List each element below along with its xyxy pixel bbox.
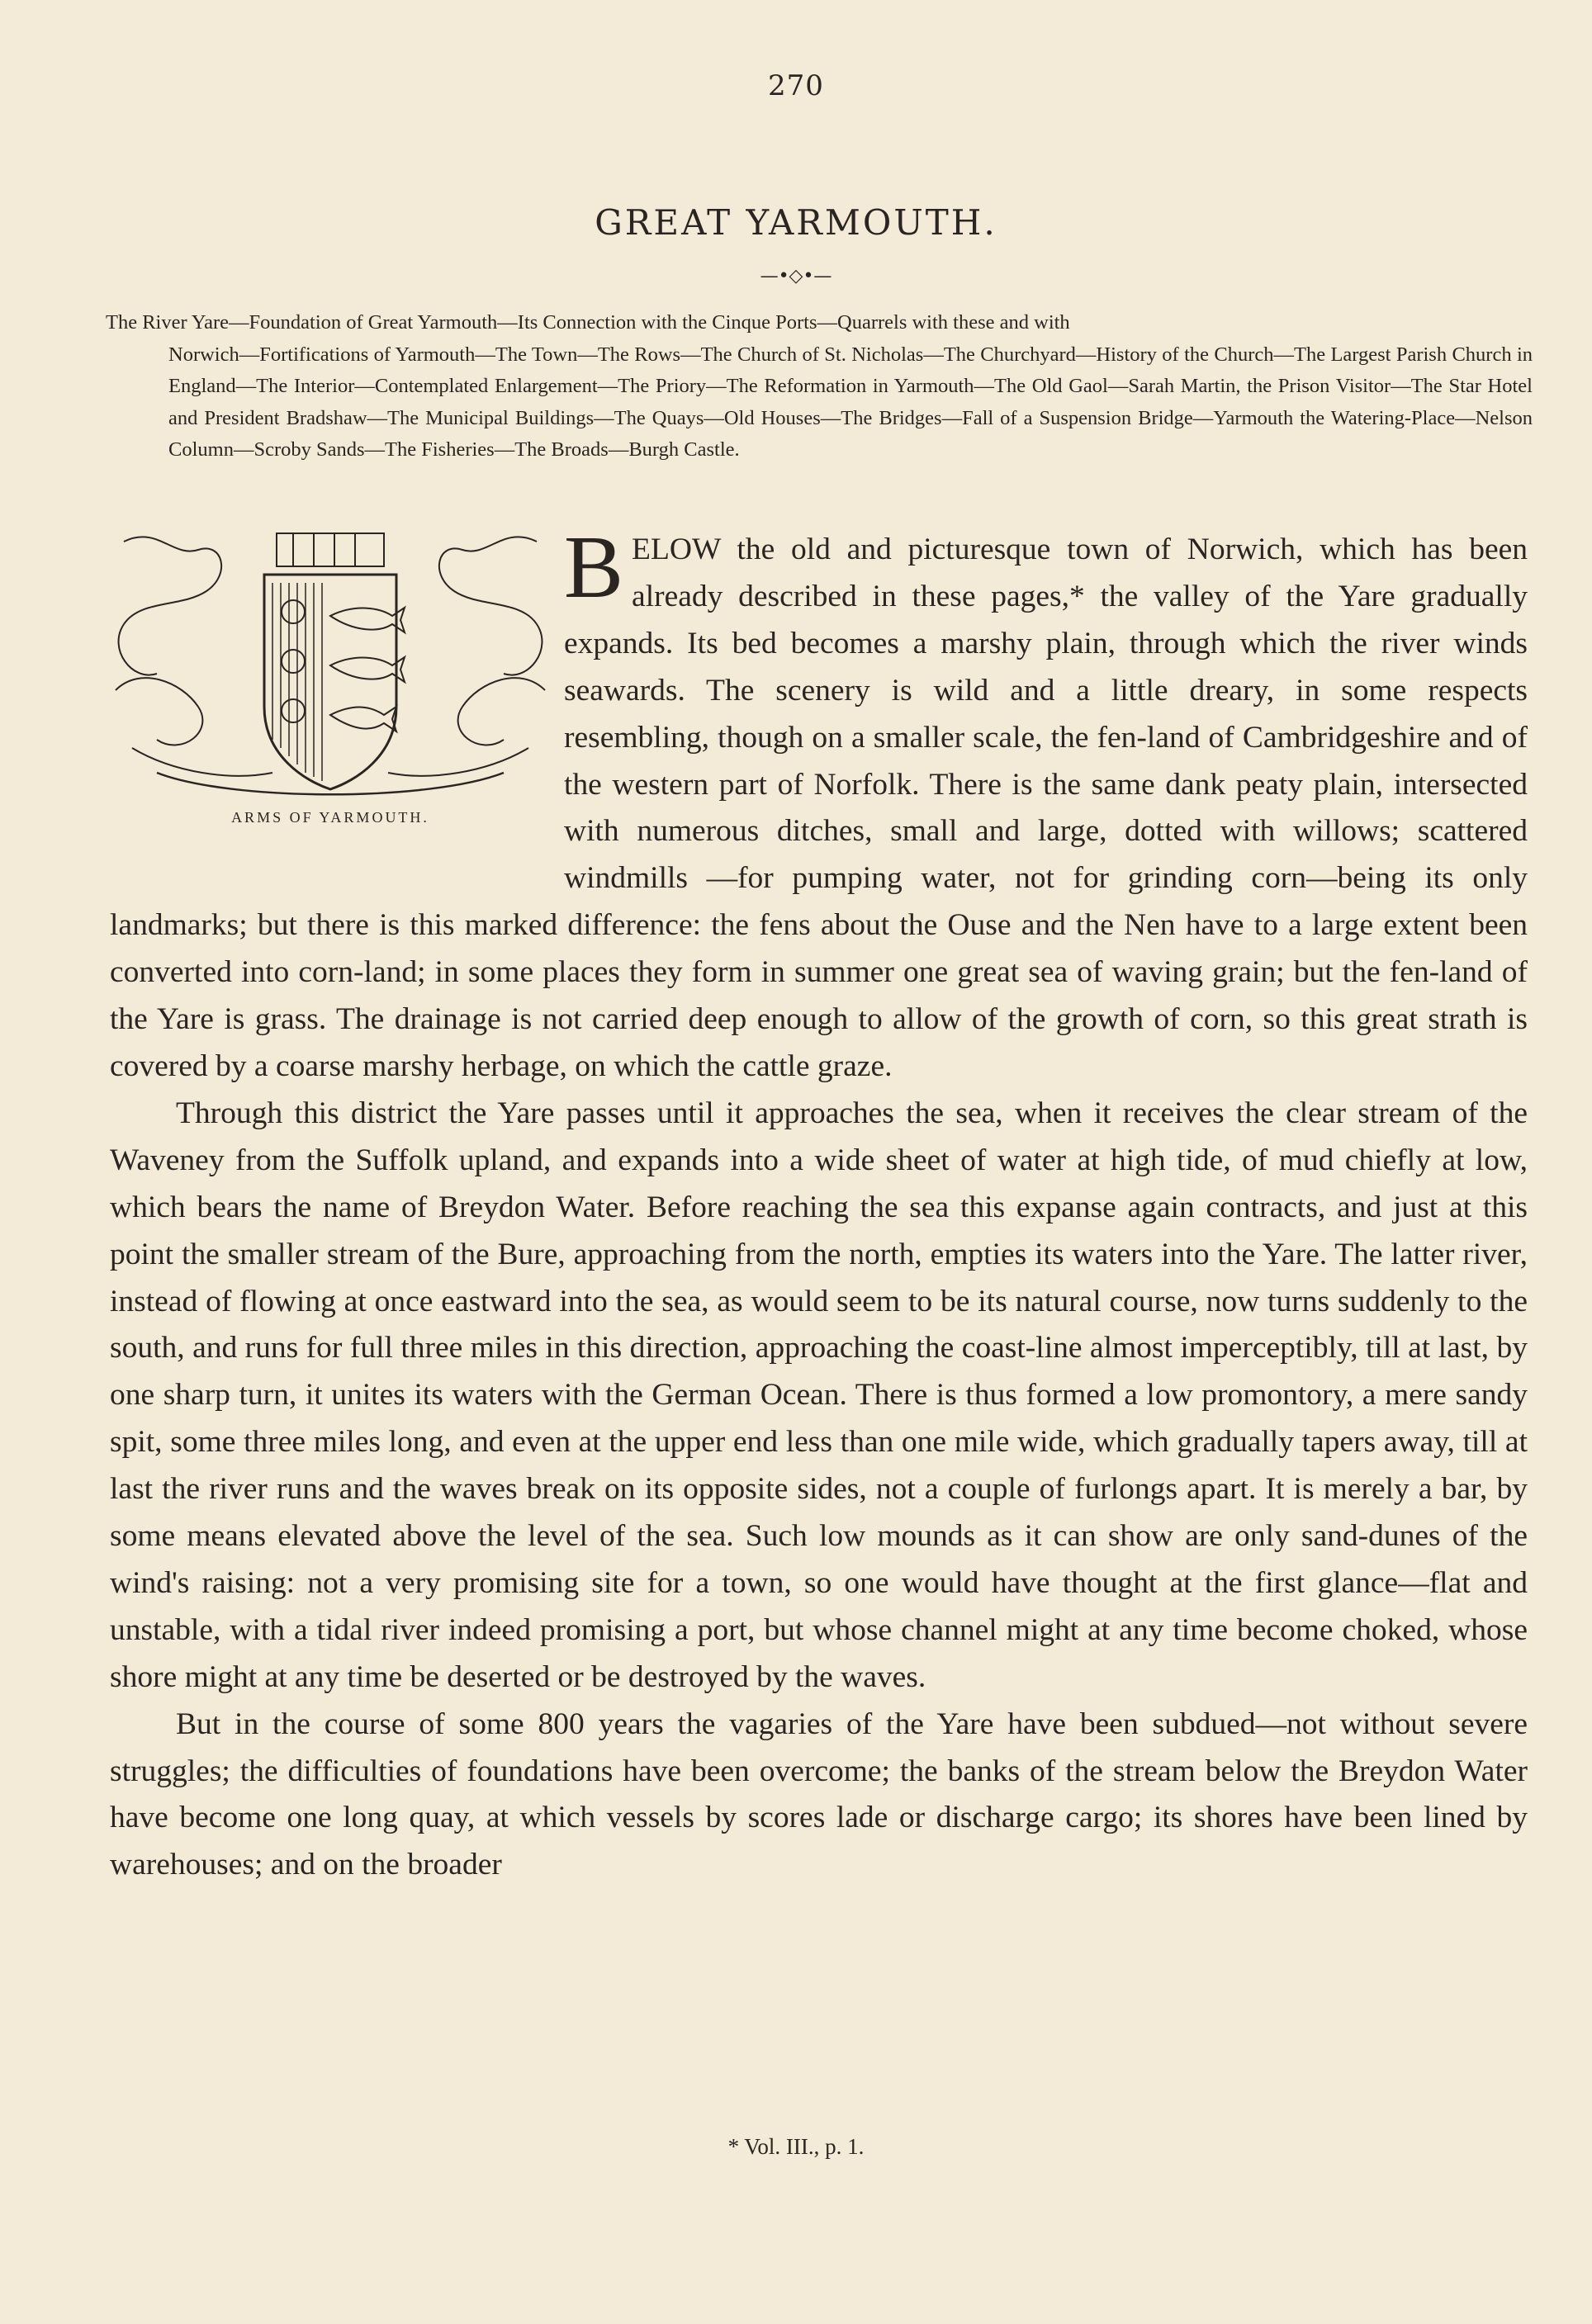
figure-caption: ARMS OF YARMOUTH. bbox=[231, 809, 429, 826]
paragraph-1-text: ELOW the old and picturesque town of Norwich, which has been already described in these pages,* the valley of the Yare gradually expands. Its bed becomes a marshy plain, through which the river winds seawards. The scenery is wild and a little dreary, in some respects resembling, though on a smaller scale, the fen-land of Cambridgeshire and of the western part of Norfolk. There is the same dank peaty plain, intersected with numerous ditches, small and large, dotted with willows; scattered windmills —for pumping water, not for grinding corn—being its only landmarks; but there is this marked difference: the fens about the Ouse and the Nen have to a large extent been converted into corn-land; in some places they form in summer one great sea of waving grain; but the fen-land of the Yare is grass. The drainage is not carried deep enough to allow of the growth of corn, so this great strath is covered by a coarse marshy herbage, on which the cattle graze. bbox=[110, 532, 1528, 1083]
chapter-summary bbox=[106, 307, 1533, 466]
title-ornament: —•◇•— bbox=[760, 266, 832, 286]
drop-cap: B bbox=[564, 518, 624, 617]
summary-first-line: The River Yare—Foundation of Great Yarmouth—Its Connection with the Cinque Ports—Quarrels with these and with bbox=[106, 311, 1070, 334]
body-text bbox=[110, 518, 1528, 1889]
footnote: * Vol. III., p. 1. bbox=[727, 2134, 865, 2159]
figure-spacer bbox=[110, 527, 564, 857]
page-number: 270 bbox=[768, 69, 824, 102]
summary-continuation: Norwich—Fortifications of Yarmouth—The Town—The Rows—The Church of St. Nicholas—The Churchyard—History of the Church—The Largest Parish Church in England—The Interior—Contemplated Enlargement—The Priory—The Reformation in Yarmouth—The Old Gaol—Sarah Martin, the Prison Visitor—The Star Hotel and President Bradshaw—The Municipal Buildings—The Quays—Old Houses—The Bridges—Fall of a Suspension Bridge—Yarmouth the Watering-Place—Nelson Column—Scroby Sands—The Fisheries—The Broads—Burgh Castle. bbox=[168, 343, 1533, 461]
chapter-title: GREAT YARMOUTH. bbox=[595, 202, 997, 243]
paragraph-2: Through this district the Yare passes until it approaches the sea, when it receives the clear stream of the Waveney from the Suffolk upland, and expands into a wide sheet of water at high tide, of mud chiefly at low, which bears the name of Breydon Water. Before reaching the sea this expanse again contracts, and just at this point the smaller stream of the Bure, approaching from the north, empties its waters into the Yare. The latter river, instead of flowing at once eastward into the sea, as would seem to be its natural course, now turns suddenly to the south, and runs for full three miles in this direction, approaching the coast-line almost imperceptibly, till at last, by one sharp turn, it unites its waters with the German Ocean. There is thus formed a low promontory, a mere sandy spit, some three miles long, and even at the upper end less than one mile wide, which gradually tapers away, till at last the river runs and the waves break on its opposite sides, not a couple of furlongs apart. It is merely a bar, by some means elevated above the level of the sea. Such low mounds as it can show are only sand-dunes of the wind's raising: not a very promising site for a town, so one would have thought at the first glance—flat and unstable, with a tidal river indeed promising a port, but whose channel might at any time become choked, whose shore might at any time be deserted or be destroyed by the waves. bbox=[110, 1096, 1528, 1694]
paragraph-3: But in the course of some 800 years the vagaries of the Yare have been subdued—not without severe struggles; the difficulties of foundations have been overcome; the banks of the stream below the Breydon Water have become one long quay, at which vessels by scores lade or discharge cargo; its shores have been lined by warehouses; and on the broader bbox=[110, 1706, 1528, 1882]
